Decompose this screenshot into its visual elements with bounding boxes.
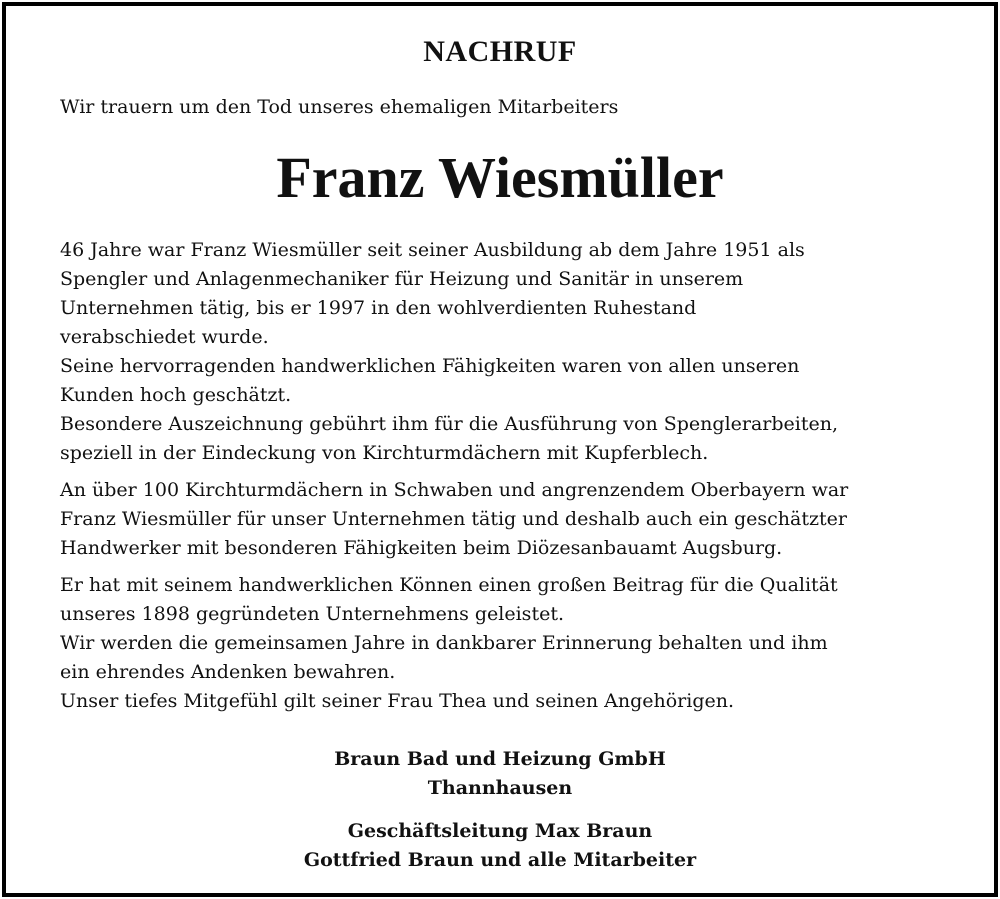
paragraph-tribute: [60, 571, 960, 716]
paragraph-churches: [60, 476, 960, 563]
obituary-notice: [2, 2, 998, 897]
obituary-body: [60, 236, 960, 724]
intro-text: Wir trauern um den Tod unseres ehemaligen Mitarbeiters: [60, 96, 619, 118]
text-line: Handwerker mit besonderen Fähigkeiten beim Diözesanbauamt Augsburg.: [60, 537, 783, 559]
company-city: Thannhausen: [427, 777, 573, 799]
signature-company-block: [6, 745, 994, 803]
text-line: Kunden hoch geschätzt.: [60, 384, 292, 406]
text-line: Wir werden die gemeinsamen Jahre in dankbarer Erinnerung behalten und ihm: [60, 632, 828, 654]
deceased-name: Franz Wiesmüller: [276, 145, 724, 210]
text-line: An über 100 Kirchturmdächern in Schwaben und angrenzendem Oberbayern war: [60, 479, 849, 501]
staff-line: Gottfried Braun und alle Mitarbeiter: [303, 849, 697, 871]
text-line: Besondere Auszeichnung gebührt ihm für die Ausführung von Spenglerarbeiten,: [60, 413, 839, 435]
company-name: Braun Bad und Heizung GmbH: [334, 748, 666, 770]
text-line: Unternehmen tätig, bis er 1997 in den wohlverdienten Ruhestand: [60, 297, 697, 319]
text-line: Er hat mit seinem handwerklichen Können einen großen Beitrag für die Qualität: [60, 574, 838, 596]
management-name: Geschäftsleitung Max Braun: [347, 820, 653, 842]
text-line: ein ehrendes Andenken bewahren.: [60, 661, 396, 683]
text-line: Unser tiefes Mitgefühl gilt seiner Frau Thea und seinen Angehörigen.: [60, 690, 735, 712]
text-line: unseres 1898 gegründeten Unternehmens geleistet.: [60, 603, 564, 625]
text-line: Seine hervorragenden handwerklichen Fähigkeiten waren von allen unseren: [60, 355, 800, 377]
text-line: Spengler und Anlagenmechaniker für Heizung und Sanitär in unserem: [60, 268, 744, 290]
text-line: 46 Jahre war Franz Wiesmüller seit seiner Ausbildung ab dem Jahre 1951 als: [60, 239, 805, 261]
text-line: verabschiedet wurde.: [60, 326, 269, 348]
text-line: Franz Wiesmüller für unser Unternehmen tätig und deshalb auch ein geschätzter: [60, 508, 847, 530]
notice-heading: NACHRUF: [423, 35, 577, 68]
paragraph-career: [60, 236, 960, 468]
signature-management-block: [6, 817, 994, 875]
text-line: speziell in der Eindeckung von Kirchturmdächern mit Kupferblech.: [60, 442, 709, 464]
